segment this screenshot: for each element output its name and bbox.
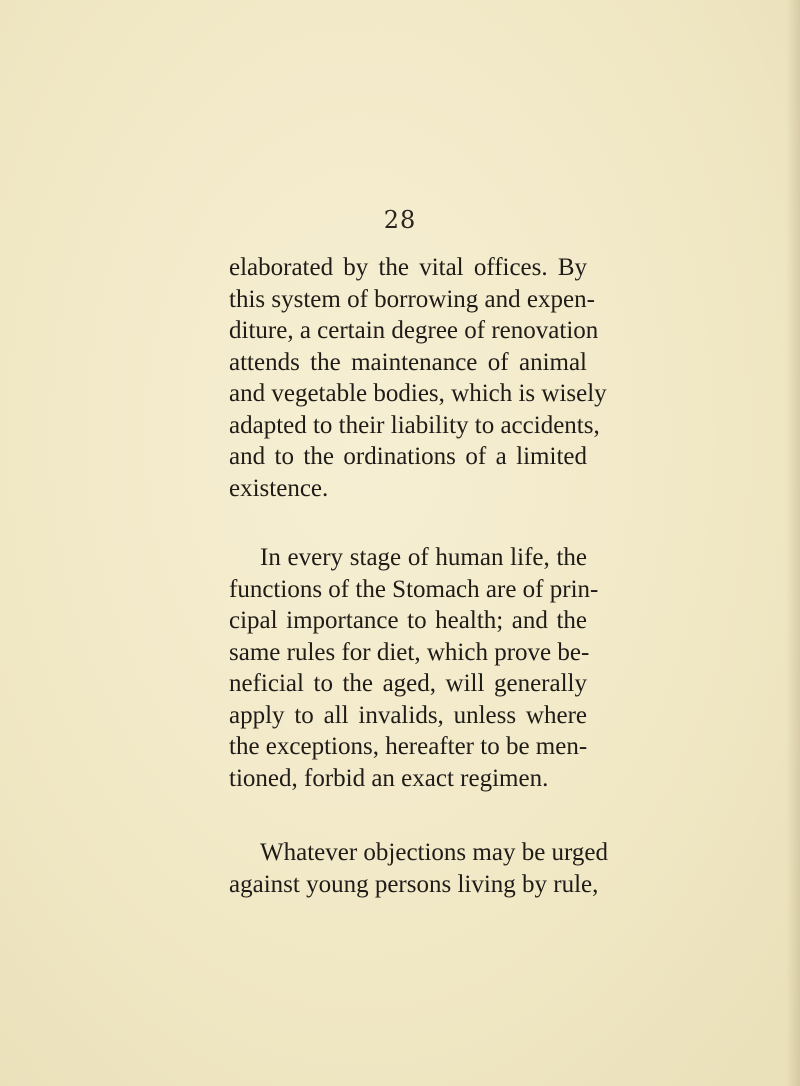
text-line: tioned, forbid an exact regimen.	[229, 764, 549, 792]
text-line: this system of borrowing and expen-	[229, 285, 595, 313]
text-line: same rules for diet, which prove be-	[229, 638, 590, 666]
text-line: existence.	[229, 474, 329, 502]
text-line: diture, a certain degree of renovation	[229, 317, 599, 344]
text-line: apply to all invalids, unless where	[229, 701, 587, 729]
text-line: Whatever objections may be urged	[260, 839, 609, 866]
paragraph-3-cont	[229, 869, 599, 901]
text-line: functions of the Stomach are of prin-	[229, 575, 599, 603]
text-line: and to the ordinations of a limited	[229, 443, 587, 470]
paragraph-gap	[229, 794, 587, 837]
text-line: and vegetable bodies, which is wisely	[229, 380, 607, 407]
body-text	[229, 252, 609, 900]
text-line: against young persons living by rule,	[229, 870, 599, 898]
page-edge-shadow	[786, 0, 800, 1086]
text-line: adapted to their liability to accidents,	[229, 411, 600, 439]
page-number: 28	[383, 206, 417, 234]
paragraph-2	[229, 542, 587, 574]
paragraph-3	[229, 837, 609, 869]
paragraph-gap	[229, 504, 587, 542]
paragraph-1	[229, 252, 607, 504]
text-line: the exceptions, hereafter to be men-	[229, 733, 588, 760]
text-line: cipal importance to health; and the	[229, 607, 587, 634]
text-line: attends the maintenance of animal	[229, 348, 587, 376]
text-line: elaborated by the vital offices. By	[229, 254, 587, 281]
paragraph-2-cont	[229, 574, 599, 795]
text-line: neficial to the aged, will generally	[229, 670, 587, 697]
text-line: In every stage of human life, the	[260, 544, 587, 571]
